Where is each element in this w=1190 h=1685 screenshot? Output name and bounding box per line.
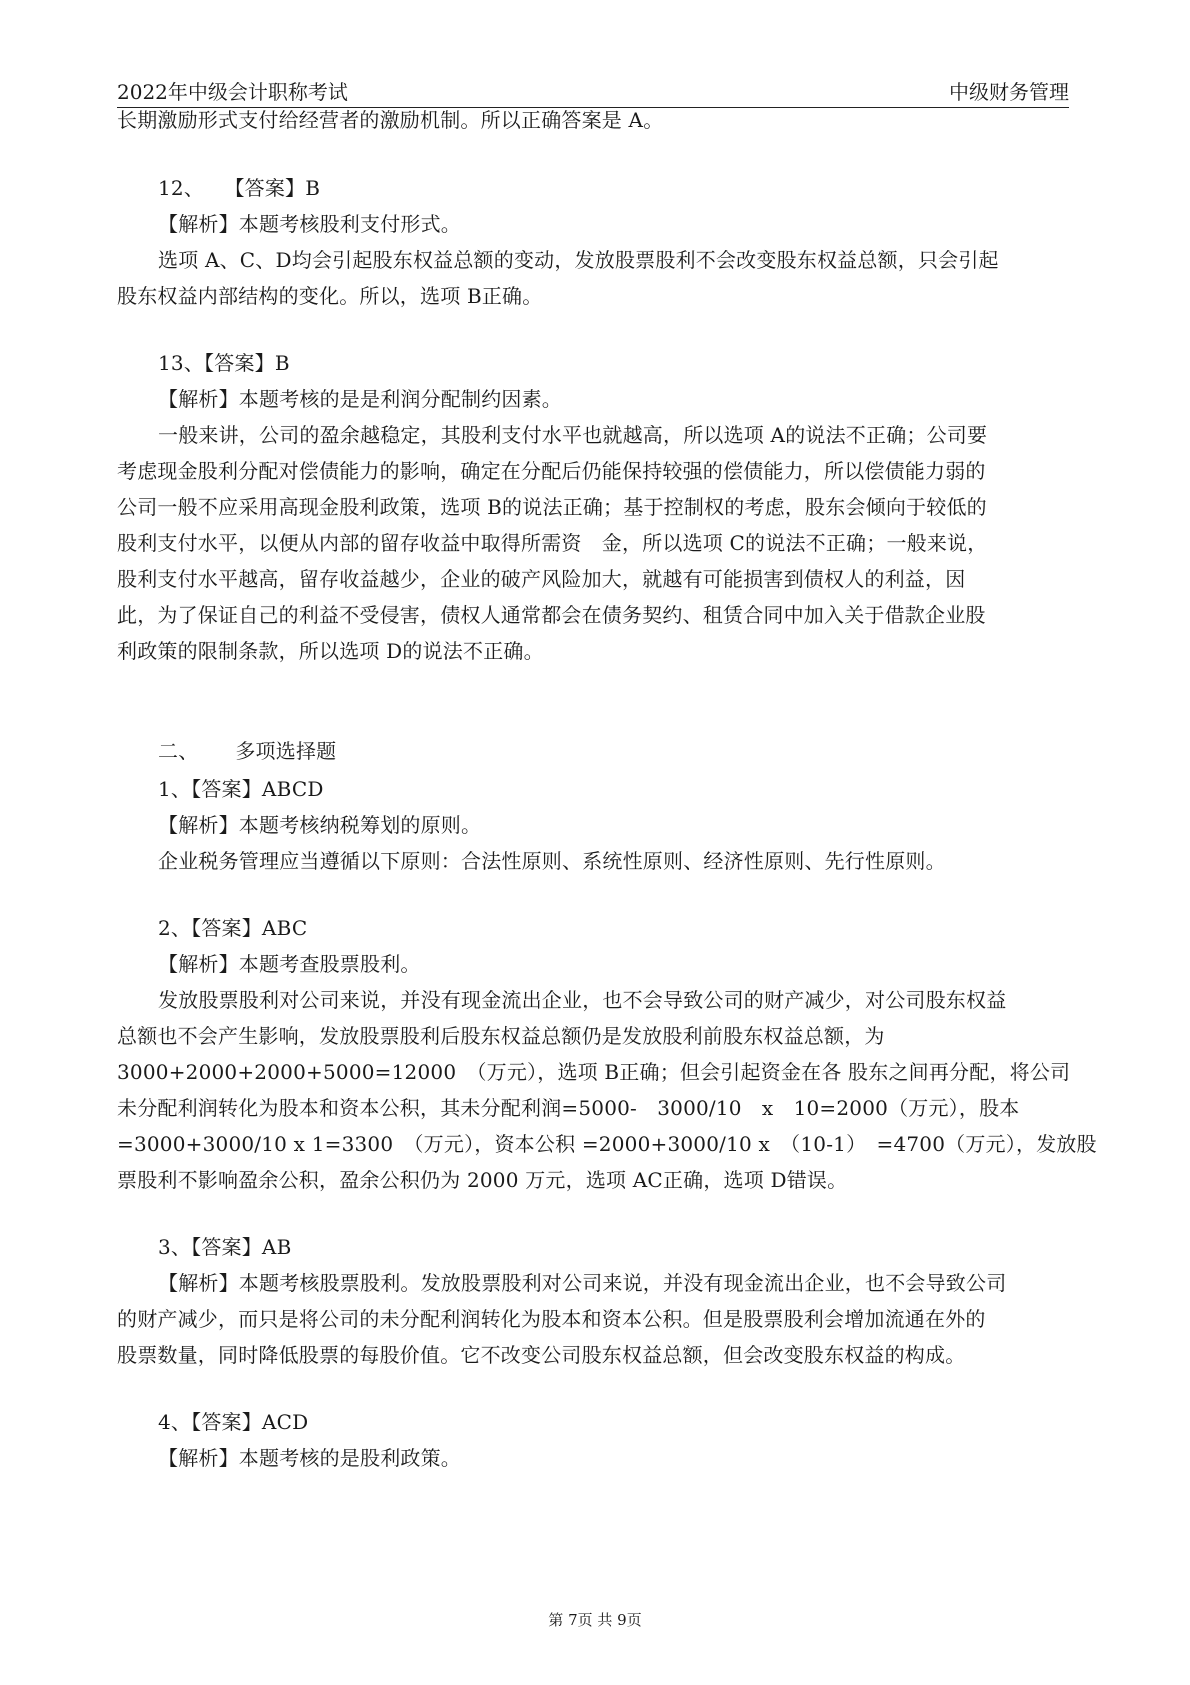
text-line: 4、【答案】ACD xyxy=(158,1410,309,1434)
text-line: 公司一般不应采用高现金股利政策，选项 B的说法正确；基于控制权的考虑，股东会倾向于较低的 xyxy=(117,495,987,519)
text-line: 1、【答案】ABCD xyxy=(158,777,324,801)
text-line: 【解析】本题考核股利支付形式。 xyxy=(158,212,461,236)
text-line: 利政策的限制条款，所以选项 D的说法不正确。 xyxy=(117,639,544,663)
text-line: 的财产减少，而只是将公司的未分配利润转化为股本和资本公积。但是股票股利会增加流通在外的 xyxy=(117,1307,986,1331)
text-line: 12、 【答案】B xyxy=(158,176,321,200)
section-title: 二、 多项选择题 xyxy=(158,739,337,763)
text-line: 股利支付水平越高，留存收益越少，企业的破产风险加大，就越有可能损害到债权人的利益，因 xyxy=(117,567,966,591)
text-line: 【解析】本题考核的是是利润分配制约因素。 xyxy=(158,387,562,411)
text-line: 【解析】本题考查股票股利。 xyxy=(158,952,421,976)
page-header-left: 2022年中级会计职称考试 xyxy=(117,80,348,104)
text-line: 13、【答案】B xyxy=(158,351,290,375)
text-line: 股票数量，同时降低股票的每股价值。它不改变公司股东权益总额，但会改变股东权益的构成。 xyxy=(117,1343,966,1367)
text-line: 【解析】本题考核股票股利。发放股票股利对公司来说，并没有现金流出企业，也不会导致公司 xyxy=(158,1271,1007,1295)
text-line: 【解析】本题考核纳税筹划的原则。 xyxy=(158,813,482,837)
text-line: 发放股票股利对公司来说，并没有现金流出企业，也不会导致公司的财产减少，对公司股东权益 xyxy=(158,988,1007,1012)
text-line: 选项 A、C、D均会引起股东权益总额的变动，发放股票股利不会改变股东权益总额，只会引起 xyxy=(158,248,999,272)
text-line: 总额也不会产生影响，发放股票股利后股东权益总额仍是发放股利前股东权益总额，为 xyxy=(117,1024,885,1048)
text-line: 2、【答案】ABC xyxy=(158,916,308,940)
text-line: 【解析】本题考核的是股利政策。 xyxy=(158,1446,461,1470)
text-line: 长期激励形式支付给经营者的激励机制。所以正确答案是 A。 xyxy=(117,108,664,132)
text-line: 考虑现金股利分配对偿债能力的影响，确定在分配后仍能保持较强的偿债能力，所以偿债能力弱的 xyxy=(117,459,986,483)
text-line: 一般来讲，公司的盈余越稳定，其股利支付水平也就越高，所以选项 A的说法不正确；公司要 xyxy=(158,423,988,447)
text-line: 3000+2000+2000+5000=12000 （万元），选项 B正确；但会引起资金在各 股东之间再分配，将公司 xyxy=(117,1060,1071,1084)
text-line: 票股利不影响盈余公积，盈余公积仍为 2000 万元，选项 AC正确，选项 D错误。 xyxy=(117,1168,848,1192)
page-footer: 第 7页 共 9页 xyxy=(548,1611,642,1629)
text-line: =3000+3000/10 x 1=3300 （万元），资本公积 =2000+3000/10 x （10-1） =4700（万元），发放股 xyxy=(117,1132,1097,1156)
text-line: 企业税务管理应当遵循以下原则：合法性原则、系统性原则、经济性原则、先行性原则。 xyxy=(158,849,946,873)
text-line: 股东权益内部结构的变化。所以，选项 B正确。 xyxy=(117,284,543,308)
text-line: 3、【答案】AB xyxy=(158,1235,292,1259)
text-line: 股利支付水平，以便从内部的留存收益中取得所需资 金，所以选项 C的说法不正确；一般来说， xyxy=(117,531,988,555)
page-header-right: 中级财务管理 xyxy=(949,80,1069,104)
text-line: 此，为了保证自己的利益不受侵害，债权人通常都会在债务契约、租赁合同中加入关于借款企业股 xyxy=(117,603,986,627)
text-line: 未分配利润转化为股本和资本公积，其未分配利润=5000- 3000/10 x 10=2000（万元），股本 xyxy=(117,1096,1020,1120)
